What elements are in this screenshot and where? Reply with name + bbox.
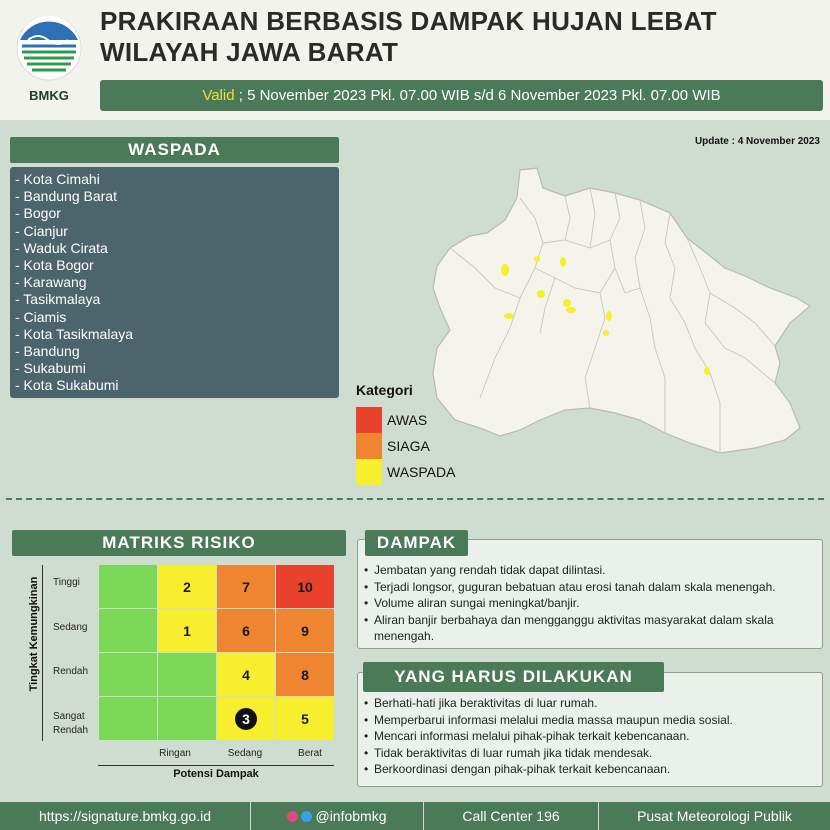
valid-period-text: ; 5 November 2023 Pkl. 07.00 WIB s/d 6 November 2023 Pkl. 07.00 WIB [234, 87, 721, 104]
legend-swatch [356, 407, 382, 433]
matrix-cell [158, 653, 216, 696]
col-axis-line [98, 765, 334, 766]
row-label-tinggi: Tinggi [53, 577, 80, 588]
col-label-berat: Berat [298, 748, 322, 759]
col-label-sedang: Sedang [227, 748, 263, 759]
legend-label: WASPADA [387, 464, 456, 480]
matrix-cell-highlight [217, 697, 275, 740]
row-label-sedang: Sedang [53, 622, 88, 633]
matrix-x-label: Potensi Dampak [173, 768, 259, 780]
matrix-y-label: Tingkat Kemungkinan [28, 576, 40, 692]
legend-label: AWAS [387, 412, 428, 428]
list-item: - Bandung Barat [15, 188, 117, 205]
row-label-sangat-rendah: Sangat Rendah [53, 711, 89, 736]
footer-social-handle: @infobmkg [315, 808, 387, 824]
legend-siaga [356, 433, 556, 459]
list-item: - Bogor [15, 205, 61, 222]
matrix-cell [158, 697, 216, 740]
waspada-region-list [10, 167, 339, 398]
list-item: - Sukabumi [15, 360, 86, 377]
list-item: - Karawang [15, 274, 87, 291]
legend-label: SIAGA [387, 438, 430, 454]
footer [0, 802, 830, 830]
row-label-rendah: Rendah [53, 666, 89, 677]
logo-text: BMKG [29, 88, 69, 103]
instagram-icon [287, 811, 298, 822]
list-item: - Kota Bogor [15, 257, 94, 274]
matrix-title: MATRIKS RISIKO [12, 530, 346, 556]
list-item: • Berkoordinasi dengan pihak-pihak terkait kebencanaan. [364, 761, 733, 778]
legend-waspada [356, 459, 556, 485]
update-date: Update : 4 November 2023 [694, 136, 820, 147]
header [0, 0, 830, 120]
matrix-cell: 4 [217, 653, 275, 696]
matrix-cell: 9 [276, 609, 334, 652]
footer-center: Pusat Meteorologi Publik [637, 808, 792, 824]
matrix-cell: 7 [217, 565, 275, 608]
valid-label: Valid [202, 87, 235, 104]
matrix-cell [99, 697, 157, 740]
list-item: - Kota Tasikmalaya [15, 325, 134, 342]
matrix-cell: 1 [158, 609, 216, 652]
matrix-cell: 2 [158, 565, 216, 608]
list-item: • Berhati-hati jika beraktivitas di luar rumah. [364, 695, 733, 712]
matrix-cell [99, 653, 157, 696]
list-item: • Mencari informasi melalui pihak-pihak terkait kebencanaan. [364, 728, 733, 745]
harus-list [364, 695, 733, 778]
dampak-title: DAMPAK [365, 530, 468, 556]
list-item: - Kota Sukabumi [15, 377, 119, 394]
list-item: - Ciamis [15, 308, 67, 325]
list-item: • Jembatan yang rendah tidak dapat dilintasi. [364, 562, 822, 579]
matrix-cell [99, 609, 157, 652]
title-line-2: WILAYAH JAWA BARAT [100, 37, 399, 67]
highlight-circle: 3 [235, 708, 257, 730]
valid-period-bar [100, 80, 823, 111]
list-item: - Waduk Cirata [15, 239, 108, 256]
list-item: • Memperbarui informasi melalui media massa maupun media sosial. [364, 712, 733, 729]
dampak-list [364, 562, 822, 645]
list-item: - Tasikmalaya [15, 291, 101, 308]
list-item: - Cianjur [15, 222, 68, 239]
list-item: - Kota Cimahi [15, 171, 100, 187]
harus-title: YANG HARUS DILAKUKAN [363, 662, 664, 692]
section-divider [6, 498, 824, 500]
row-axis-line [42, 565, 43, 741]
legend-swatch [356, 459, 382, 485]
list-item: • Tidak beraktivitas di luar rumah jika tidak mendesak. [364, 745, 733, 762]
kategori-title: Kategori [356, 382, 413, 398]
footer-callcenter: Call Center 196 [462, 808, 560, 824]
footer-social[interactable] [251, 802, 423, 830]
matrix-cell [99, 565, 157, 608]
legend-awas [356, 407, 556, 433]
title-line-1: PRAKIRAAN BERBASIS DAMPAK HUJAN LEBAT [100, 6, 717, 36]
matrix-cell: 5 [276, 697, 334, 740]
matrix-cell: 10 [276, 565, 334, 608]
list-item: • Aliran banjir berbahaya dan mengganggu aktivitas masyarakat dalam skala menengah. [364, 612, 822, 645]
bmkg-logo [14, 12, 84, 110]
col-label-ringan: Ringan [159, 748, 191, 759]
footer-website-link[interactable]: https://signature.bmkg.go.id [39, 808, 211, 824]
waspada-title: WASPADA [10, 137, 339, 163]
legend-swatch [356, 433, 382, 459]
twitter-icon [301, 811, 312, 822]
list-item: • Terjadi longsor, guguran bebatuan atau erosi tanah dalam skala menengah. [364, 579, 822, 596]
page-title [100, 6, 820, 68]
matrix-cell: 6 [217, 609, 275, 652]
list-item: • Volume aliran sungai meningkat/banjir. [364, 595, 822, 612]
matrix-cell: 8 [276, 653, 334, 696]
list-item: - Bandung [15, 343, 80, 360]
